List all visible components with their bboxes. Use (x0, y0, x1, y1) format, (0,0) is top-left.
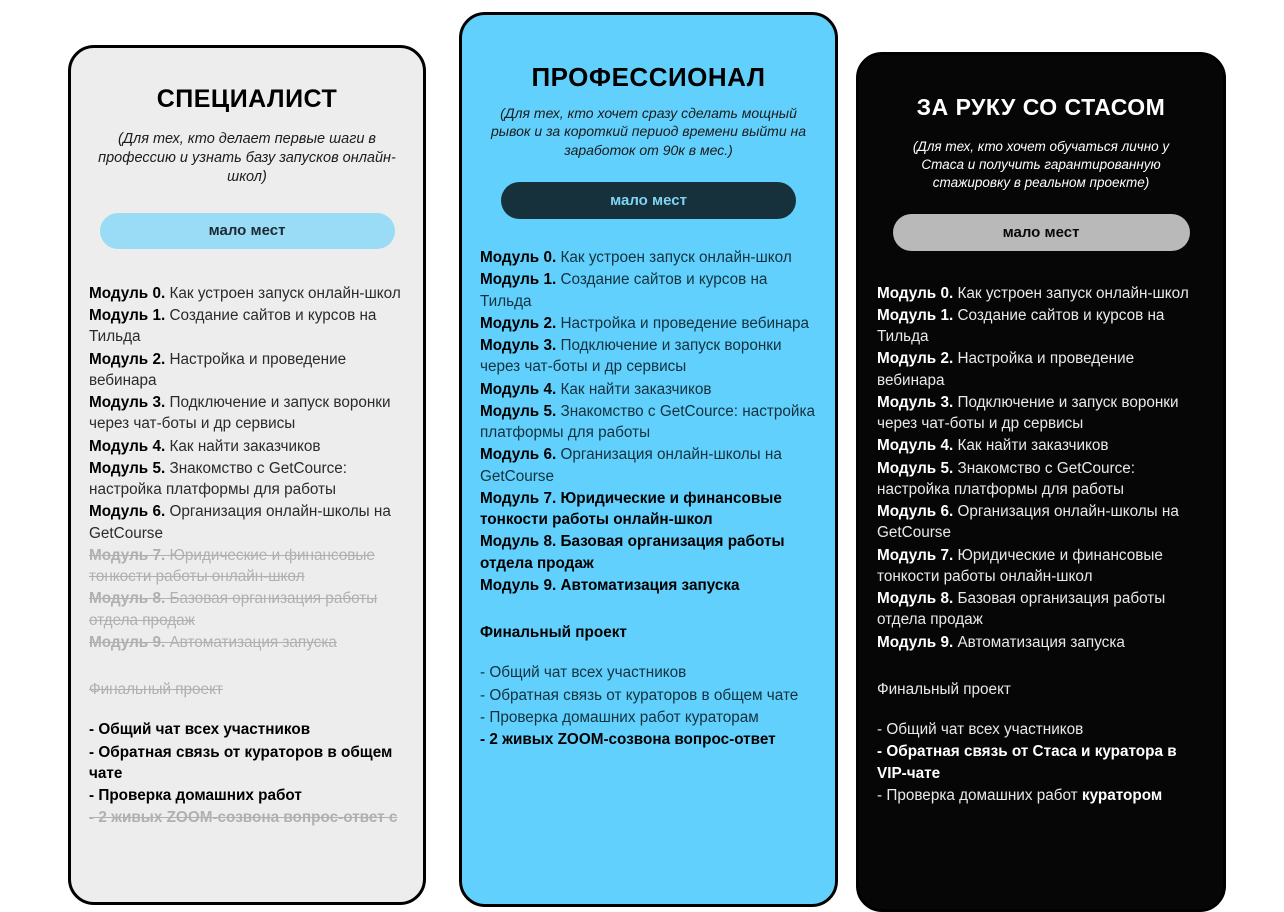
module-text: Организация онлайн-школы на GetCourse (89, 503, 391, 542)
module-text: Знакомство с GetCource: настройка платформы для работы (877, 459, 1136, 498)
module-text: Автоматизация запуска (953, 633, 1125, 651)
module-number: Модуль 8. (877, 590, 954, 608)
module-item (877, 348, 1205, 391)
module-list-vip (877, 283, 1205, 653)
module-number: Модуль 7. (89, 546, 166, 564)
module-item (480, 531, 817, 574)
module-item (480, 313, 817, 334)
module-number: Модуль 9. (89, 633, 166, 651)
module-text: Автоматизация запуска (556, 576, 740, 594)
module-number: Модуль 4. (89, 437, 166, 455)
module-text: Организация онлайн-школы на GetCourse (877, 503, 1179, 542)
module-text: Юридические и финансовые тонкости работы онлайн-школ (89, 546, 375, 586)
module-text: Создание сайтов и курсов на Тильда (89, 307, 377, 346)
module-item (877, 545, 1205, 588)
module-number: Модуль 5. (89, 459, 166, 477)
benefit-item: - Обратная связь от Стаса и куратора в VIP-чате (877, 743, 1177, 782)
module-text: Автоматизация запуска (165, 633, 337, 651)
module-text: Базовая организация работы отдела продаж (480, 533, 785, 572)
module-item (877, 305, 1205, 348)
module-item (877, 435, 1205, 456)
module-list-specialist (89, 283, 405, 653)
benefit-item: - 2 живых ZOOM-созвона вопрос-ответ с (89, 809, 398, 827)
module-item (877, 392, 1205, 435)
benefit-emphasis: куратором (1081, 786, 1163, 804)
module-number: Модуль 3. (877, 393, 954, 411)
module-item (877, 283, 1205, 304)
module-text: Знакомство с GetCource: настройка платформы для работы (89, 459, 348, 499)
module-text: Как найти заказчиков (165, 437, 321, 455)
final-project-label-professional: Финальный проект (480, 624, 627, 641)
benefit-item: - 2 живых ZOOM-созвона вопрос-ответ (480, 731, 776, 748)
module-number: Модуль 3. (480, 337, 557, 354)
module-number: Модуль 6. (480, 446, 557, 464)
module-item (89, 588, 405, 631)
module-number: Модуль 2. (480, 314, 557, 332)
benefit-item: - Обратная связь от кураторов в общем чате (89, 743, 393, 782)
module-item (480, 488, 817, 531)
benefit-item: - Проверка домашних работ кураторам (480, 708, 759, 726)
cta-button-specialist[interactable]: мало мест (100, 213, 395, 249)
module-number: Модуль 0. (480, 249, 557, 266)
module-text: Знакомство с GetCource: настройка платформы для работы (480, 402, 815, 441)
module-number: Модуль 4. (877, 437, 954, 455)
module-number: Модуль 0. (877, 284, 954, 302)
module-number: Модуль 2. (877, 350, 954, 368)
module-text: Настройка и проведение вебинара (877, 350, 1135, 389)
module-text: Подключение и запуск воронки через чат-боты и др сервисы (89, 394, 391, 433)
module-item (480, 247, 817, 268)
module-item (480, 335, 817, 378)
module-number: Модуль 3. (89, 394, 166, 412)
module-text: Базовая организация работы отдела продаж (877, 590, 1166, 629)
module-item (89, 436, 405, 457)
plan-title-vip: ЗА РУКУ СО СТАСОМ (916, 94, 1166, 120)
module-text: Создание сайтов и курсов на Тильда (480, 271, 768, 310)
module-text: Настройка и проведение вебинара (89, 350, 347, 389)
module-text: Настройка и проведение вебинара (556, 314, 809, 332)
module-number: Модуль 7. (877, 546, 954, 564)
module-item (877, 501, 1205, 544)
module-item (480, 575, 817, 596)
module-text: Как устроен запуск онлайн-школ (556, 249, 792, 266)
module-item (89, 545, 405, 588)
module-number: Модуль 6. (89, 503, 166, 521)
module-item (89, 392, 405, 435)
benefit-item: - Общий чат всех участников (89, 721, 311, 739)
module-number: Модуль 1. (89, 307, 166, 325)
module-number: Модуль 8. (480, 533, 557, 551)
module-number: Модуль 4. (480, 380, 557, 398)
module-item (480, 401, 817, 444)
plan-subtitle-professional: (Для тех, кто хочет сразу сделать мощный рывок и за короткий период времени выйти на заработок от 90к в мес.) (491, 104, 806, 158)
module-text: Юридические и финансовые тонкости работы онлайн-школ (480, 489, 782, 528)
benefit-text: - Проверка домашних работ (877, 786, 1082, 804)
module-number: Модуль 7. (480, 489, 557, 507)
benefit-list-vip (877, 719, 1205, 806)
module-item (480, 444, 817, 487)
module-list-professional (480, 247, 817, 596)
module-text: Как устроен запуск онлайн-школ (165, 284, 401, 302)
module-item (89, 501, 405, 544)
module-text: Как найти заказчиков (953, 437, 1109, 455)
module-number: Модуль 2. (89, 350, 166, 368)
cta-button-vip[interactable]: мало мест (893, 214, 1190, 251)
module-number: Модуль 5. (877, 459, 954, 477)
module-text: Подключение и запуск воронки через чат-боты и др сервисы (877, 393, 1179, 433)
plan-subtitle-vip: (Для тех, кто хочет обучаться лично у Стаса и получить гарантированную стажировку в реальном проекте) (912, 139, 1170, 190)
module-number: Модуль 8. (89, 590, 166, 608)
plan-card-vip (856, 52, 1226, 912)
module-item (877, 588, 1205, 631)
benefit-item: - Общий чат всех участников (480, 664, 687, 682)
cta-button-professional[interactable]: мало мест (501, 182, 796, 219)
module-item (480, 379, 817, 400)
module-text: Подключение и запуск воронки через чат-боты и др сервисы (480, 337, 782, 376)
module-item (89, 305, 405, 348)
module-item (89, 632, 405, 653)
module-number: Модуль 1. (480, 271, 557, 289)
module-number: Модуль 5. (480, 402, 557, 420)
module-item (877, 632, 1205, 653)
module-text: Юридические и финансовые тонкости работы онлайн-школ (877, 546, 1163, 585)
plan-card-specialist (68, 45, 426, 905)
module-item (877, 458, 1205, 501)
module-text: Организация онлайн-школы на GetCourse (480, 446, 782, 485)
module-number: Модуль 9. (877, 633, 954, 651)
module-text: Создание сайтов и курсов на Тильда (877, 306, 1165, 346)
module-text: Как устроен запуск онлайн-школ (953, 284, 1189, 302)
module-item (89, 349, 405, 392)
module-item (89, 283, 405, 304)
module-number: Модуль 1. (877, 306, 954, 324)
plan-subtitle-specialist: (Для тех, кто делает первые шаги в профессию и узнать базу запусков онлайн-школ) (98, 130, 396, 185)
module-number: Модуль 0. (89, 284, 166, 302)
benefit-item: - Общий чат всех участников (877, 721, 1084, 739)
module-number: Модуль 6. (877, 503, 954, 521)
benefit-list-professional (480, 662, 817, 750)
benefit-item: - Проверка домашних работ (89, 787, 302, 805)
plan-title-professional: ПРОФЕССИОНАЛ (531, 62, 766, 92)
module-text: Как найти заказчиков (556, 380, 712, 398)
module-number: Модуль 9. (480, 576, 557, 594)
module-item (480, 269, 817, 312)
plan-card-professional (459, 12, 838, 907)
final-project-label-specialist: Финальный проект (89, 681, 223, 699)
module-item (89, 458, 405, 501)
final-project-label-vip: Финальный проект (877, 680, 1011, 698)
benefit-list-specialist (89, 719, 405, 828)
plan-title-specialist: СПЕЦИАЛИСТ (156, 85, 338, 113)
module-text: Базовая организация работы отдела продаж (89, 590, 378, 629)
benefit-item (877, 785, 1205, 806)
benefit-item: - Обратная связь от кураторов в общем чате (480, 686, 799, 704)
